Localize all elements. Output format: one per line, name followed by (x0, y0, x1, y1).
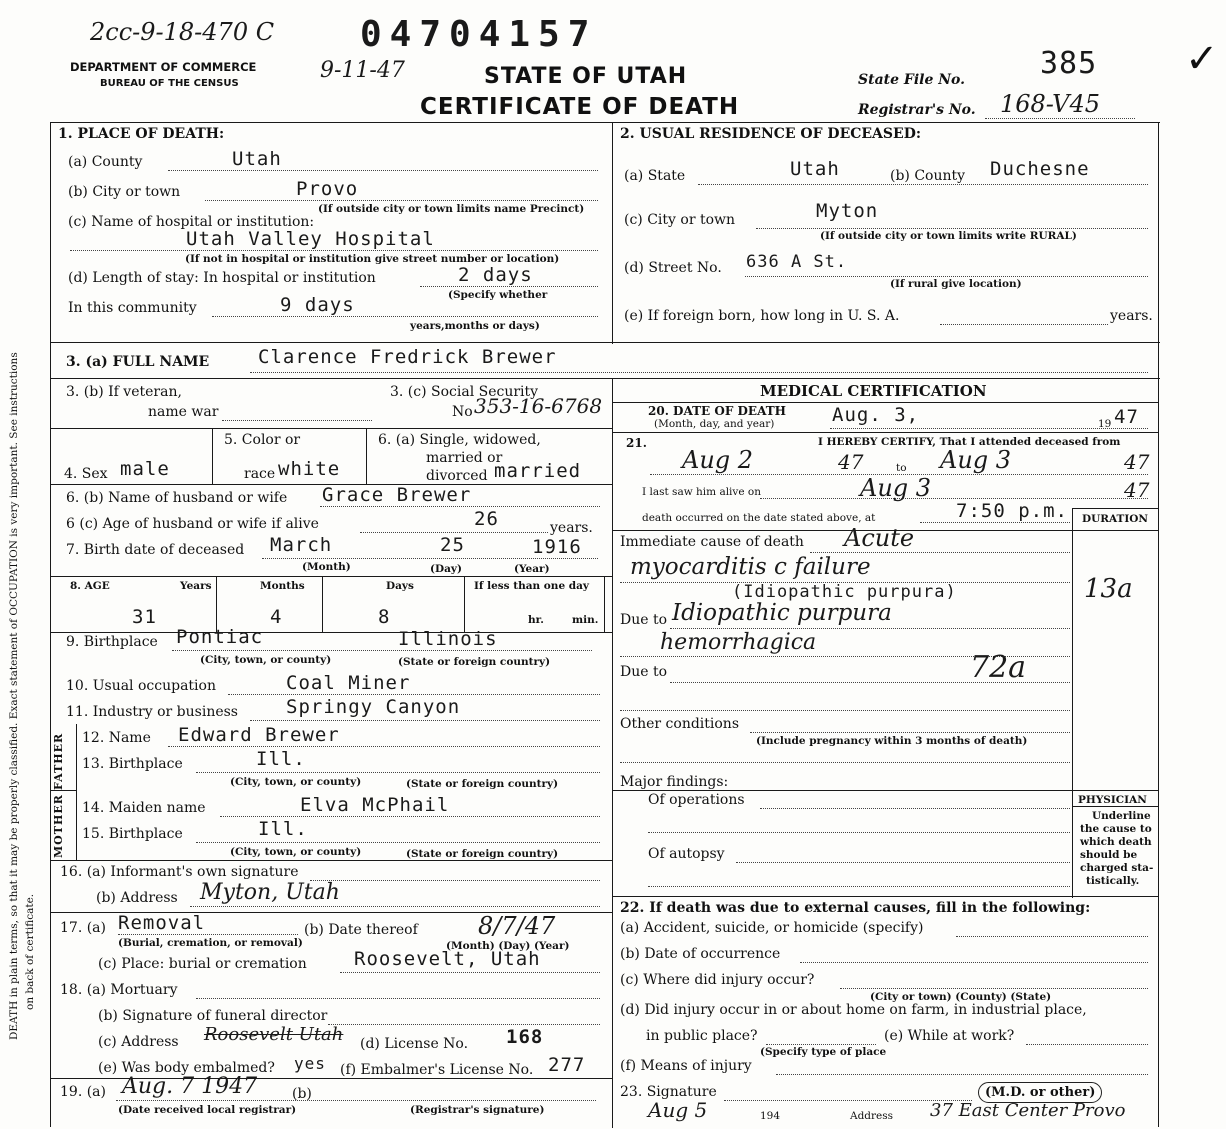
full-name-label: 3. (a) FULL NAME (66, 354, 210, 370)
full-name: Clarence Fredrick Brewer (258, 346, 557, 368)
spouse-name: Grace Brewer (322, 484, 472, 506)
to-label: to (896, 462, 907, 474)
md-or-other-badge: (M.D. or other) (978, 1082, 1102, 1103)
stamp-number: 04704157 (360, 14, 598, 55)
father-city-caption: (City, town, or county) (230, 776, 362, 788)
city-town-county-caption: (City, town, or county) (200, 654, 332, 666)
foreign-label: (e) If foreign born, how long in U. S. A. (624, 308, 900, 324)
res-street-note: (If rural give location) (890, 278, 1022, 290)
removal-date-caption: (Month) (Day) (Year) (446, 940, 570, 952)
county-label: (a) County (68, 154, 143, 170)
immediate-cause-2: myocarditis c failure (630, 554, 871, 580)
industry: Springy Canyon (286, 696, 461, 718)
father-name-label: 12. Name (82, 730, 151, 746)
stay-label: (d) Length of stay: In hospital or institution (68, 270, 376, 286)
physician-note-1: Underline (1092, 810, 1151, 822)
ssn-no-label: No (452, 404, 473, 420)
year-caption: (Year) (514, 563, 550, 575)
res-state: Utah (790, 158, 840, 180)
margin-instructions: DEATH in plain terms, so that it may be properly classified. Exact statement of OCCUPATION is very important. See instructions (8, 352, 20, 1040)
mother-city-caption: (City, town, or county) (230, 846, 362, 858)
res-city: Myton (816, 200, 879, 222)
death-city: Provo (296, 178, 359, 200)
veteran-label: 3. (b) If veteran, (66, 384, 182, 400)
immediate-cause: Acute (844, 524, 915, 552)
birth-year: 1916 (532, 536, 582, 558)
res-city-note: (If outside city or town limits write RURAL) (820, 230, 1077, 242)
attended-from-year: 47 (838, 450, 864, 474)
injury-location-label: (c) Where did injury occur? (620, 972, 815, 988)
city-label: (b) City or town (68, 184, 181, 200)
signature-label: 23. Signature (620, 1084, 717, 1100)
hospital-note: (If not in hospital or institution give street number or location) (185, 253, 560, 265)
birth-day: 25 (440, 534, 465, 556)
signature-address-label: Address (850, 1110, 894, 1122)
occurrence-date-label: (b) Date of occurrence (620, 946, 781, 962)
color-label: 5. Color or (224, 432, 301, 448)
birthplace-state: Illinois (398, 628, 498, 650)
last-saw-label: I last saw him alive on (642, 486, 761, 498)
informant-sig-label: 16. (a) Informant's own signature (60, 864, 299, 880)
war-label: name war (148, 404, 219, 420)
res-state-label: (a) State (624, 168, 686, 184)
check-mark: ✓ (1185, 36, 1219, 82)
mother-birth-label: 15. Birthplace (82, 826, 183, 842)
date-of-death: Aug. 3, (832, 404, 920, 426)
medical-heading: MEDICAL CERTIFICATION (760, 382, 987, 400)
birth-label: 7. Birth date of deceased (66, 542, 245, 558)
birth-month: March (270, 534, 333, 556)
age-days-caption: Days (386, 580, 414, 592)
city-note: (If outside city or town limits name Precinct) (318, 203, 585, 215)
date-of-death-label: 20. DATE OF DEATH (648, 404, 786, 418)
signature-address: 37 East Center Provo (930, 1100, 1126, 1121)
of-operations-label: Of operations (648, 792, 745, 808)
foreign-years: years. (1110, 308, 1153, 324)
father-state-caption: (State or foreign country) (406, 778, 559, 790)
removal-date-label: (b) Date thereof (304, 922, 418, 938)
occupation-label: 10. Usual occupation (66, 678, 216, 694)
marital-value: married (494, 460, 582, 482)
age-min: min. (572, 614, 599, 626)
means-of-injury-label: (f) Means of injury (620, 1058, 752, 1074)
father-birth-label: 13. Birthplace (82, 756, 183, 772)
physician-heading: PHYSICIAN (1078, 794, 1147, 806)
age-months-caption: Months (260, 580, 305, 592)
duration-heading: DURATION (1082, 513, 1149, 525)
father-birthplace: Ill. (256, 748, 306, 770)
mother-side-label: MOTHER (52, 794, 65, 858)
mother-maiden-label: 14. Maiden name (82, 800, 206, 816)
attended-to: Aug 3 (940, 446, 1012, 474)
mother-birthplace: Ill. (258, 818, 308, 840)
due-to-2-label: Due to (620, 664, 668, 680)
other-conditions-label: Other conditions (620, 716, 740, 732)
hospital-name: Utah Valley Hospital (186, 228, 435, 250)
last-saw-date: Aug 3 (860, 474, 932, 502)
major-findings-label: Major findings: (620, 774, 729, 790)
registrar-note-2: (Registrar's signature) (410, 1104, 545, 1116)
certify-num: 21. (626, 436, 647, 450)
duration-1: 13a (1084, 574, 1133, 604)
dept-commerce: DEPARTMENT OF COMMERCE (70, 60, 257, 74)
state-file-label: State File No. (858, 72, 966, 88)
stamp-date: 9-11-47 (320, 58, 405, 83)
stamp-top: 2cc-9-18-470 C (90, 18, 275, 46)
removal-note: (Burial, cremation, or removal) (118, 937, 303, 949)
due-to-1b: hemorrhagica (660, 630, 817, 655)
sex-value: male (120, 458, 170, 480)
mother-maiden-name: Elva McPhail (300, 794, 450, 816)
funeral-director-sig-label: (b) Signature of funeral director (98, 1008, 328, 1024)
occurred-label: death occurred on the date stated above, at (642, 512, 876, 524)
res-county-label: (b) County (890, 168, 966, 184)
years-label: years. (550, 520, 593, 536)
spouse-age: 26 (474, 508, 499, 530)
certify-text: I HEREBY CERTIFY, That I attended deceased from (818, 436, 1121, 448)
registrar-date: Aug. 7 1947 (122, 1074, 258, 1099)
city-county-state-caption: (City or town) (County) (State) (870, 991, 1052, 1003)
registrar-label: Registrar's No. (858, 102, 976, 118)
birthplace-label: 9. Birthplace (66, 634, 158, 650)
other-conditions-note: (Include pregnancy within 3 months of death) (756, 735, 1028, 747)
physician-note-6: tistically. (1086, 875, 1140, 887)
last-saw-year: 47 (1124, 478, 1150, 502)
date-of-death-year: 47 (1114, 406, 1139, 428)
informant-address-label: (b) Address (96, 890, 178, 906)
while-at-work-label: (e) While at work? (884, 1028, 1015, 1044)
certificate-title: CERTIFICATE OF DEATH (420, 94, 740, 120)
due-to-label: Due to (620, 612, 668, 628)
marital-label-2: married or (426, 450, 503, 466)
physician-note-4: should be (1080, 849, 1138, 861)
removal-date: 8/7/47 (478, 912, 556, 940)
idiopathic-note: (Idiopathic purpura) (732, 582, 957, 602)
burial-place: Roosevelt, Utah (354, 948, 541, 970)
funeral-address-label: (c) Address (98, 1034, 179, 1050)
ssn-label: 3. (c) Social Security (390, 384, 539, 400)
external-causes-heading: 22. If death was due to external causes, fill in the following: (620, 900, 1091, 916)
physician-note-2: the cause to (1080, 823, 1152, 835)
time-of-death: 7:50 p.m. (956, 500, 1068, 522)
place-of-death-heading: 1. PLACE OF DEATH: (58, 126, 225, 142)
informant-address: Myton, Utah (200, 880, 340, 905)
date-of-death-sub: (Month, day, and year) (654, 418, 775, 430)
res-city-label: (c) City or town (624, 212, 736, 228)
embalmer-label: (f) Embalmer's License No. (340, 1062, 534, 1078)
margin-instructions-2: on back of certificate. (24, 893, 36, 1010)
removal-value: Removal (118, 912, 206, 934)
spouse-age-label: 6 (c) Age of husband or wife if alive (66, 516, 319, 532)
attended-from: Aug 2 (682, 446, 754, 474)
industry-label: 11. Industry or business (66, 704, 238, 720)
marital-label: 6. (a) Single, widowed, (378, 432, 541, 448)
physician-note-3: which death (1080, 836, 1152, 848)
embalmed-label: (e) Was body embalmed? (98, 1060, 275, 1076)
spouse-label: 6. (b) Name of husband or wife (66, 490, 288, 506)
removal-label: 17. (a) (60, 920, 106, 936)
injury-place-label: (d) Did injury occur in or about home on farm, in industrial place, (620, 1002, 1087, 1018)
ssn-value: 353-16-6768 (474, 394, 603, 418)
registrar-sig-label: (b) (292, 1086, 312, 1102)
funeral-address: Roosevelt Utah (204, 1024, 344, 1045)
age-days: 8 (378, 606, 391, 628)
signature-date: Aug 5 (648, 1098, 708, 1122)
age-years-caption: Years (180, 580, 212, 592)
res-street-label: (d) Street No. (624, 260, 722, 276)
community-label: In this community (68, 300, 197, 316)
age-years: 31 (132, 606, 157, 628)
specify-whether: (Specify whether (448, 289, 548, 301)
age-months: 4 (270, 606, 283, 628)
state-foreign-caption: (State or foreign country) (398, 656, 551, 668)
day-caption: (Day) (430, 563, 462, 575)
birthplace-city: Pontiac (176, 626, 264, 648)
embalmer-value: 277 (548, 1054, 586, 1076)
marital-label-3: divorced (426, 468, 488, 484)
license-value: 168 (506, 1026, 544, 1048)
bureau-census: BUREAU OF THE CENSUS (100, 78, 239, 89)
month-caption: (Month) (302, 561, 351, 573)
age-hr: hr. (528, 614, 544, 626)
of-autopsy-label: Of autopsy (648, 846, 725, 862)
attended-to-year: 47 (1124, 450, 1150, 474)
public-place-label: in public place? (646, 1028, 758, 1044)
race-label: race (244, 466, 276, 482)
sex-label: 4. Sex (64, 466, 108, 482)
physician-note-5: charged sta- (1080, 862, 1154, 874)
license-label: (d) License No. (360, 1036, 469, 1052)
father-side-label: FATHER (52, 732, 65, 790)
ymd-note: years,months or days) (410, 320, 540, 332)
immediate-cause-label: Immediate cause of death (620, 534, 804, 550)
age-label: 8. AGE (70, 580, 110, 592)
mother-state-caption: (State or foreign country) (406, 848, 559, 860)
res-street: 636 A St. (746, 252, 848, 272)
date-of-death-19: 19 (1098, 418, 1112, 430)
registrar-no: 168-V45 (1000, 90, 1101, 118)
residence-heading: 2. USUAL RESIDENCE OF DECEASED: (620, 126, 922, 142)
registrar-row-label: 19. (a) (60, 1084, 106, 1100)
race-value: white (278, 458, 341, 480)
res-county: Duchesne (990, 158, 1090, 180)
father-name: Edward Brewer (178, 724, 340, 746)
due-to-1: Idiopathic purpura (672, 600, 892, 626)
embalmed-value: yes (294, 1054, 326, 1073)
accident-label: (a) Accident, suicide, or homicide (specify) (620, 920, 924, 936)
stay-value: 2 days (458, 264, 533, 286)
state-file-no: 385 (1040, 46, 1098, 81)
duration-2: 72a (970, 650, 1027, 685)
community-value: 9 days (280, 294, 355, 316)
state-title: STATE OF UTAH (484, 64, 688, 89)
age-less-caption: If less than one day (474, 580, 590, 592)
mortuary-label: 18. (a) Mortuary (60, 982, 178, 998)
burial-place-label: (c) Place: burial or cremation (98, 956, 307, 972)
signature-year-prefix: 194 (760, 1110, 781, 1122)
death-county: Utah (232, 148, 282, 170)
registrar-note-1: (Date received local registrar) (118, 1104, 297, 1116)
occupation: Coal Miner (286, 672, 411, 694)
specify-place-caption: (Specify type of place (760, 1046, 887, 1058)
hospital-label: (c) Name of hospital or institution: (68, 214, 315, 230)
